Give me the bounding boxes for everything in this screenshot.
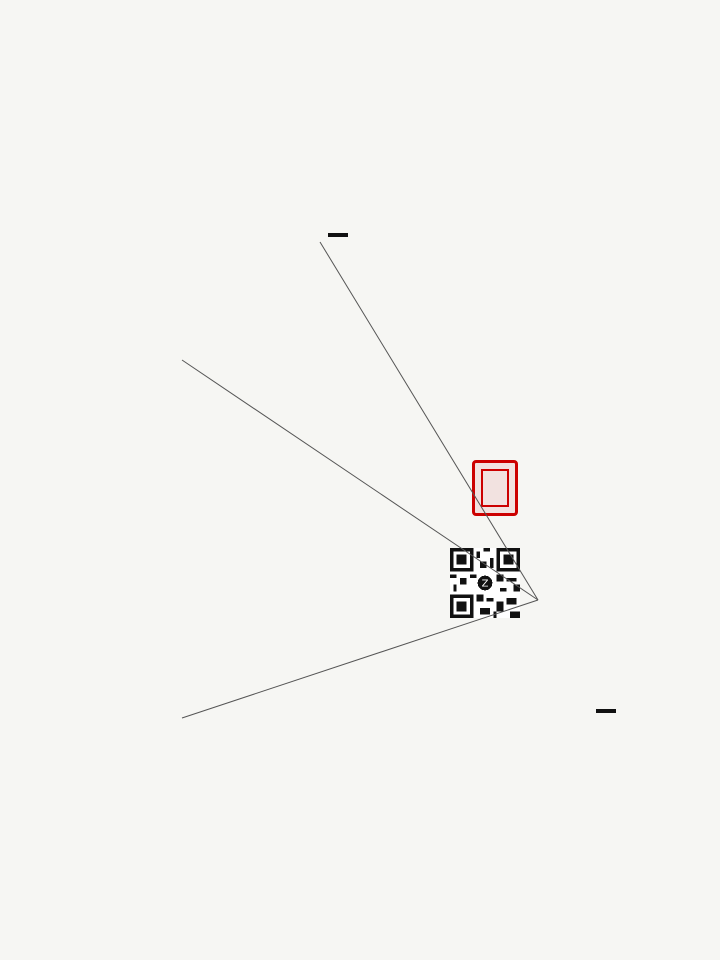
line-menh-2 <box>182 600 538 718</box>
triet-tag <box>328 233 348 237</box>
svg-text:Z: Z <box>481 578 489 590</box>
tuan-tag <box>596 709 616 713</box>
line-triet <box>320 242 538 600</box>
line-menh-1 <box>182 360 538 600</box>
